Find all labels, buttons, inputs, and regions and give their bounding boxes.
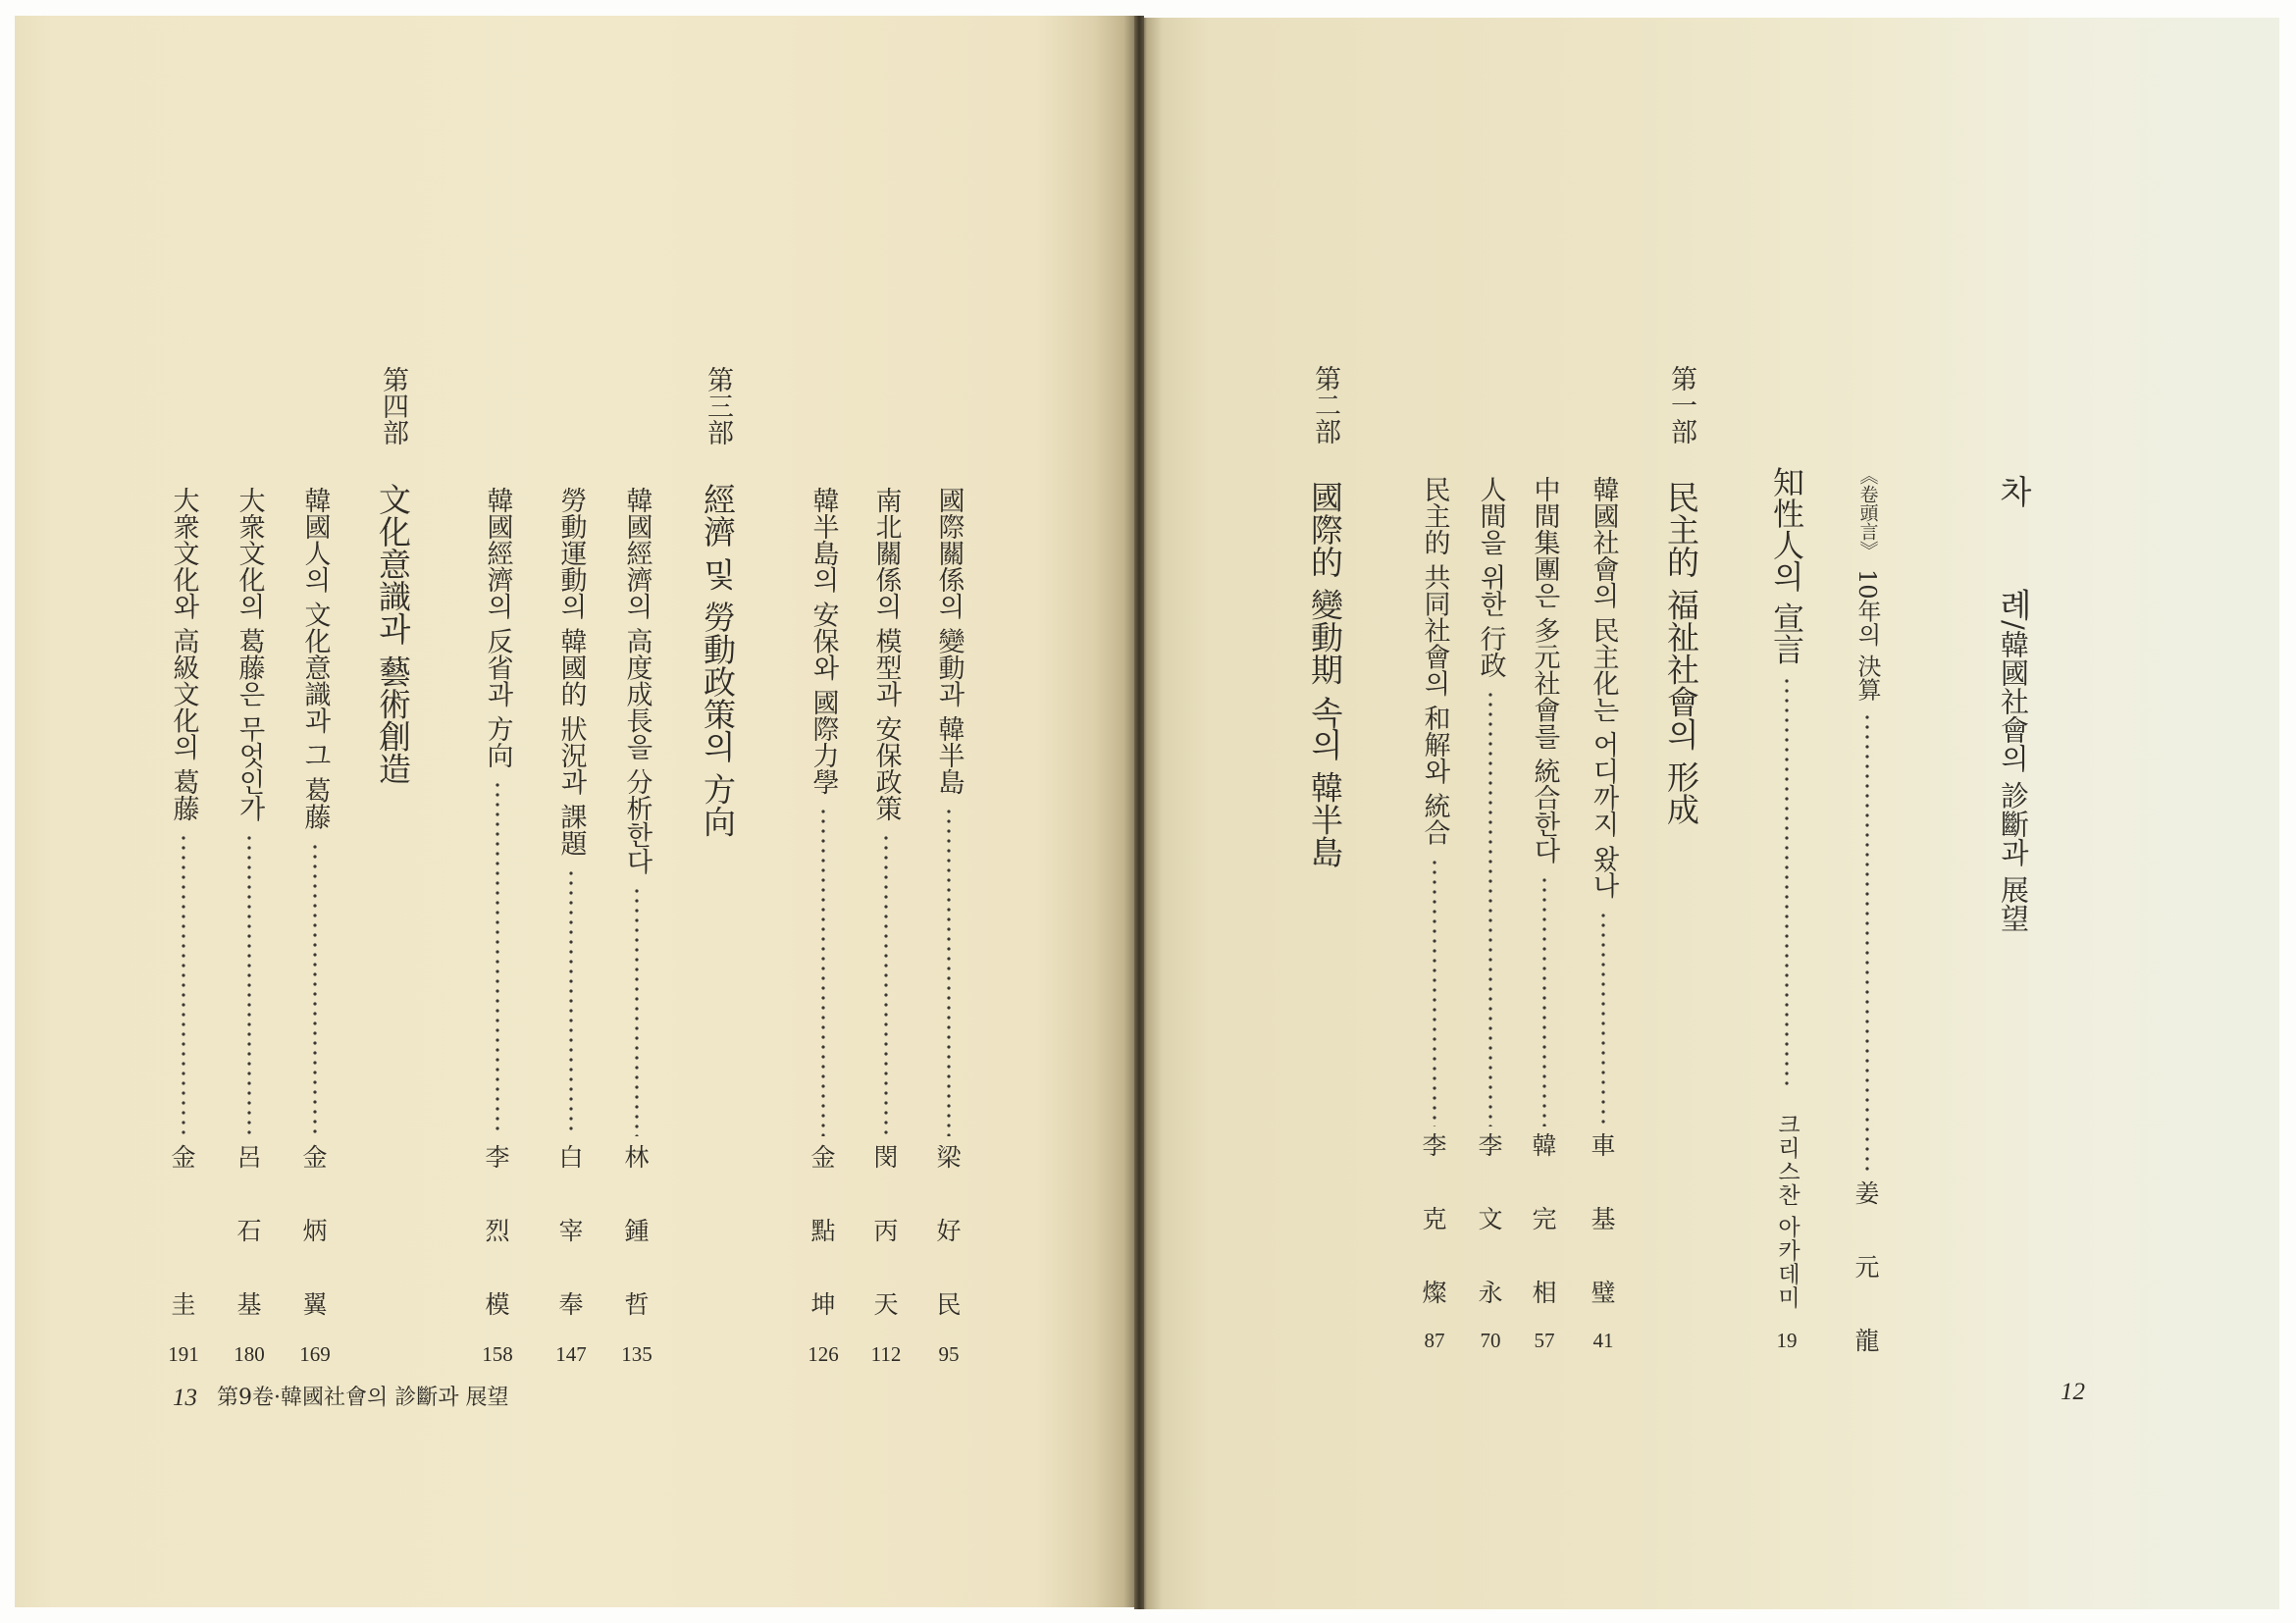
author-char: 李 <box>1422 1131 1447 1160</box>
entry-title: 韓國經濟의 反省과 方向 <box>482 487 513 769</box>
toc-entry <box>1466 476 1515 1126</box>
part-label: 第一部 <box>1666 365 1696 445</box>
part-label: 第二部 <box>1310 365 1340 445</box>
author-char: 林 <box>624 1143 650 1172</box>
dot-leader <box>883 833 889 1136</box>
entry-author <box>293 1121 337 1341</box>
toc-entry <box>924 487 973 1136</box>
dot-leader <box>568 868 574 1136</box>
author-char: 李 <box>1478 1131 1503 1160</box>
entry-title: 韓國經濟의 高度成長을 分析한다 <box>621 487 652 875</box>
toc-entry <box>547 487 596 1136</box>
entry-page-number: 191 <box>168 1342 199 1366</box>
entry-author <box>162 1121 205 1341</box>
author-char: 龍 <box>1854 1327 1880 1355</box>
toc-entry <box>612 487 661 1136</box>
contents-heading: 차 례 <box>1995 475 2033 621</box>
dot-leader <box>1432 858 1437 1126</box>
entry-title: 韓半島의 安保와 國際力學 <box>808 487 839 796</box>
toc-entry <box>861 487 911 1136</box>
entry-title: 韓國社會의 民主化는 어디까지 왔나 <box>1588 476 1619 899</box>
dot-leader <box>1487 690 1493 1126</box>
author-char: 燦 <box>1422 1279 1447 1307</box>
author-char: 丙 <box>873 1217 899 1245</box>
author-char: 韓 <box>1532 1131 1557 1160</box>
author-char: 奉 <box>558 1290 584 1319</box>
entry-author <box>802 1121 845 1341</box>
entry-page-number: 135 <box>621 1342 652 1366</box>
author-char: 宰 <box>558 1217 584 1245</box>
author-char: 圭 <box>171 1290 196 1319</box>
entry-author <box>1846 1157 1889 1378</box>
toc-entry <box>225 487 274 1136</box>
entry-page-number: 112 <box>870 1342 902 1366</box>
entry-title: 知性人의 宣言 <box>1768 466 1805 665</box>
author-char: 基 <box>1591 1205 1616 1233</box>
toc-entry <box>799 487 848 1136</box>
author-char: 天 <box>873 1290 899 1319</box>
author-char: 金 <box>810 1143 836 1172</box>
author-char: 基 <box>236 1290 262 1319</box>
dot-leader <box>1864 712 1870 1172</box>
entry-title: 南北關係의 模型과 安保政策 <box>870 487 902 822</box>
entry-title: 中間集團은 多元社會를 統合한다 <box>1529 476 1560 864</box>
toc-entry <box>159 487 208 1136</box>
entry-author <box>1469 1109 1512 1330</box>
dot-leader <box>312 842 318 1136</box>
author-char: 模 <box>485 1290 510 1319</box>
entry-author <box>1523 1109 1566 1330</box>
author-char: 梁 <box>936 1143 962 1172</box>
toc-entry-manifesto <box>1762 466 1811 1091</box>
part-title: 民主的 福祉社會의 形成 <box>1662 481 1700 825</box>
toc-entry <box>473 487 522 1136</box>
dot-leader <box>634 886 640 1136</box>
entry-author <box>1582 1109 1625 1330</box>
page-folio-left: 13 <box>173 1385 197 1411</box>
author-char: 元 <box>1854 1253 1880 1282</box>
entry-page-number: 41 <box>1592 1329 1614 1352</box>
dot-leader <box>820 807 826 1136</box>
toc-entry <box>290 487 339 1136</box>
entry-page-number: 180 <box>234 1342 265 1366</box>
author-char: 文 <box>1478 1205 1503 1233</box>
author-char: 坤 <box>810 1290 836 1319</box>
author-char: 炳 <box>302 1217 328 1245</box>
toc-entry-foreword <box>1843 466 1892 1172</box>
author-char: 哲 <box>624 1290 650 1319</box>
entry-author <box>228 1121 271 1341</box>
author-char: 璧 <box>1591 1279 1616 1307</box>
author-spacer <box>162 1194 205 1268</box>
author-char: 車 <box>1591 1131 1616 1160</box>
foreword-tag: 《卷頭言》 <box>1856 466 1879 559</box>
page-folio-right: 12 <box>2061 1379 2085 1405</box>
entry-page-number: 95 <box>938 1342 960 1366</box>
book-gutter <box>1134 16 1144 1609</box>
author-char: 永 <box>1478 1279 1503 1307</box>
dot-leader <box>246 833 252 1136</box>
entry-author <box>549 1121 593 1341</box>
part-title: 文化意識과 藝術創造 <box>374 483 412 785</box>
author-char: 閔 <box>873 1143 899 1172</box>
entry-title: 韓國人의 文化意識과 그 葛藤 <box>299 487 331 830</box>
author-char: 鍾 <box>624 1217 650 1245</box>
dot-leader <box>946 807 952 1136</box>
entry-author <box>1413 1109 1456 1330</box>
toc-entry <box>1520 476 1569 1126</box>
contents-subtitle: /韓國社會의 診斷과 展望 <box>1997 620 2030 933</box>
entry-title: 10年의 決算 <box>1853 569 1881 702</box>
author-char: 克 <box>1422 1205 1447 1233</box>
author-char: 白 <box>558 1143 584 1172</box>
author-char: 相 <box>1532 1279 1557 1307</box>
author-char: 點 <box>810 1217 836 1245</box>
entry-page-number: 70 <box>1480 1329 1501 1352</box>
entry-page-number: 169 <box>299 1342 331 1366</box>
dot-leader <box>1784 676 1790 1091</box>
entry-page-number: 57 <box>1534 1329 1555 1352</box>
entry-title: 大衆文化와 高級文化의 葛藤 <box>168 487 199 822</box>
author-char: 好 <box>936 1217 962 1245</box>
author-char: 完 <box>1532 1205 1557 1233</box>
entry-title: 大衆文化의 葛藤은 무엇인가 <box>234 487 265 822</box>
entry-author <box>927 1121 970 1341</box>
author-char: 呂 <box>236 1143 262 1172</box>
entry-author <box>476 1121 519 1341</box>
dot-leader <box>495 780 500 1136</box>
dot-leader <box>181 833 186 1136</box>
author-char: 烈 <box>485 1217 510 1245</box>
toc-entry <box>1410 476 1459 1126</box>
entry-page-number: 87 <box>1424 1329 1445 1352</box>
dot-leader <box>1600 911 1606 1126</box>
entry-page-number: 147 <box>555 1342 587 1366</box>
part-title: 國際的 變動期 속의 韓半島 <box>1306 481 1344 868</box>
dot-leader <box>1541 875 1547 1126</box>
author-char: 石 <box>236 1217 262 1245</box>
author-char: 李 <box>485 1143 510 1172</box>
entry-author <box>615 1121 658 1341</box>
entry-title: 民主的 共同社會의 和解와 統合 <box>1419 476 1450 846</box>
part-title: 經濟 및 勞動政策의 方向 <box>699 483 737 838</box>
part-label: 第三部 <box>703 366 733 445</box>
author-char: 金 <box>302 1143 328 1172</box>
entry-title: 國際關係의 變動과 韓半島 <box>933 487 965 796</box>
running-title: 第9卷·韓國社會의 診斷과 展望 <box>217 1386 509 1410</box>
toc-entry <box>1579 476 1628 1126</box>
entry-author: 크리스찬 아카데미 <box>1774 1113 1800 1310</box>
author-char: 民 <box>936 1290 962 1319</box>
entry-author <box>864 1121 908 1341</box>
entry-page-number: 126 <box>808 1342 839 1366</box>
entry-title: 勞動運動의 韓國的 狀況과 課題 <box>555 487 587 857</box>
author-char: 金 <box>171 1143 196 1172</box>
part-label: 第四部 <box>378 366 408 445</box>
entry-page-number: 19 <box>1776 1329 1798 1352</box>
author-char: 翼 <box>302 1290 328 1319</box>
entry-page-number: 158 <box>482 1342 513 1366</box>
author-char: 姜 <box>1854 1179 1880 1208</box>
entry-title: 人間을 위한 行政 <box>1475 476 1506 679</box>
